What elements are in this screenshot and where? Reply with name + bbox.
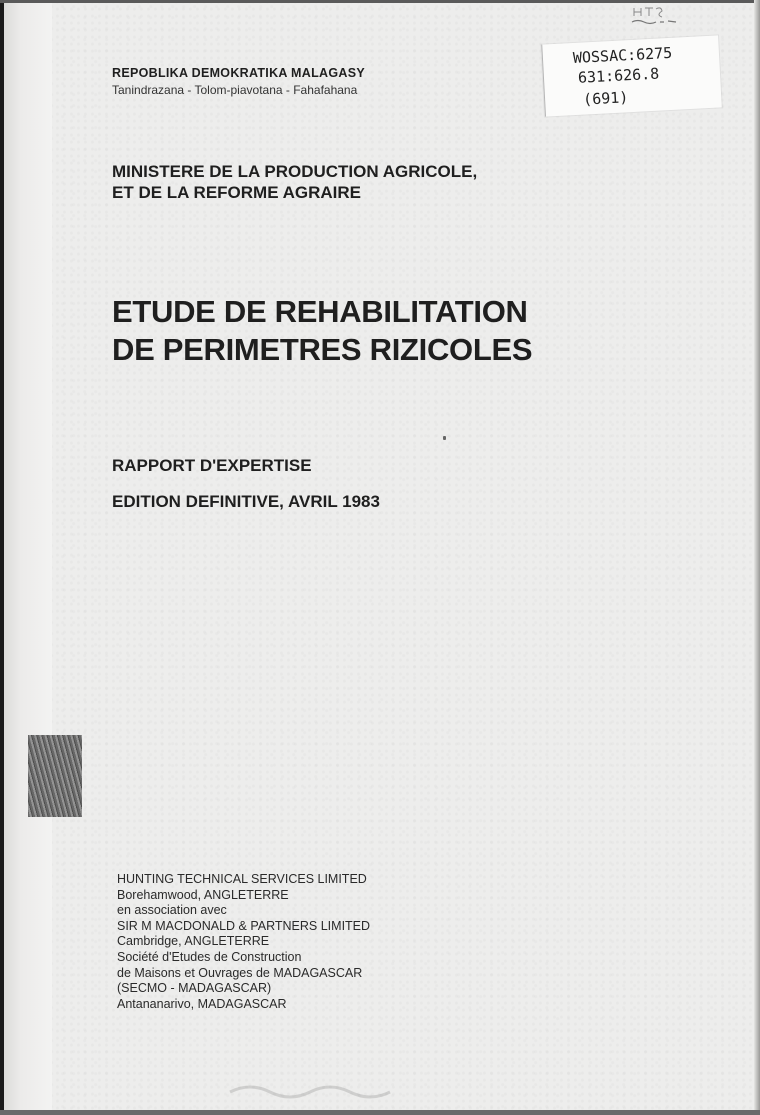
ministry-line-1: MINISTERE DE LA PRODUCTION AGRICOLE, bbox=[112, 162, 478, 181]
credits-block bbox=[117, 872, 370, 1012]
report-title-line-1: ETUDE DE REHABILITATION bbox=[112, 294, 528, 329]
report-type: RAPPORT D'EXPERTISE bbox=[112, 456, 312, 475]
credit-line: de Maisons et Ouvrages de MADAGASCAR bbox=[117, 965, 363, 980]
report-title-line-2: DE PERIMETRES RIZICOLES bbox=[112, 332, 533, 367]
national-motto: Tanindrazana - Tolom-piavotana - Fahafahana bbox=[112, 83, 358, 97]
republic-name: REPOBLIKA DEMOKRATIKA MALAGASY bbox=[112, 66, 365, 80]
speck bbox=[443, 436, 446, 440]
ministry-line-2: ET DE LA REFORME AGRAIRE bbox=[112, 183, 362, 202]
credit-line: HUNTING TECHNICAL SERVICES LIMITED bbox=[117, 872, 367, 886]
handwritten-note bbox=[622, 4, 682, 32]
credit-line: SIR M MACDONALD & PARTNERS LIMITED bbox=[117, 918, 371, 933]
binding-spine bbox=[0, 0, 52, 1115]
bottom-edge bbox=[0, 1110, 760, 1115]
credit-line: Cambridge, ANGLETERRE bbox=[117, 934, 270, 949]
right-edge bbox=[754, 0, 760, 1115]
classification-code: 631:626.8 bbox=[577, 64, 660, 87]
credit-line: (SECMO - MADAGASCAR) bbox=[117, 981, 272, 996]
library-catalog-label bbox=[541, 35, 722, 116]
faint-stamp-impression bbox=[220, 1078, 420, 1102]
credit-line: Borehamwood, ANGLETERRE bbox=[117, 887, 289, 902]
credit-line: Antananarivo, MADAGASCAR bbox=[117, 996, 287, 1011]
shelf-number: (691) bbox=[582, 88, 629, 109]
credit-line: Société d'Etudes de Construction bbox=[117, 949, 302, 964]
catalog-number: WOSSAC:6275 bbox=[572, 43, 673, 68]
credit-line: en association avec bbox=[117, 903, 227, 918]
edition-date: EDITION DEFINITIVE, AVRIL 1983 bbox=[112, 492, 380, 511]
torn-spine-patch bbox=[28, 735, 82, 817]
top-edge bbox=[0, 0, 760, 3]
spine-edge bbox=[0, 0, 4, 1115]
